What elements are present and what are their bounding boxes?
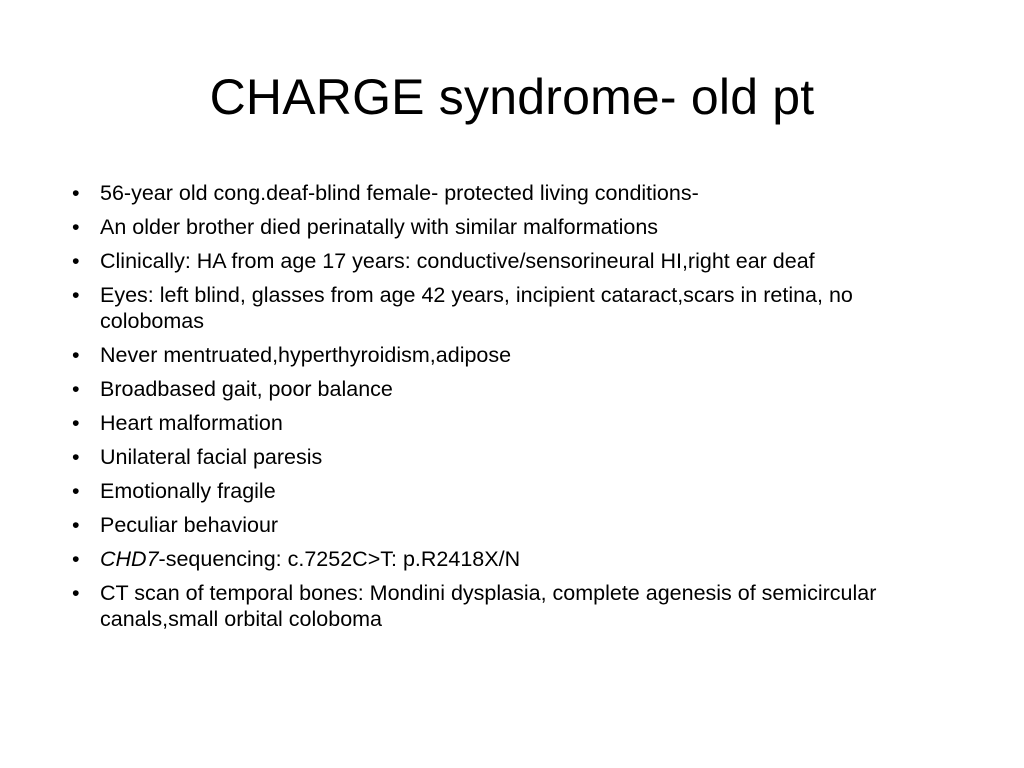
list-item [72,248,932,274]
slide-title: CHARGE syndrome- old pt [209,69,815,125]
bullet-icon: • [72,445,80,469]
bullet-icon: • [72,411,80,435]
sequencing-text: -sequencing: c.7252C>T: p.R2418X/N [158,547,521,571]
bullet-text: Eyes: left blind, glasses from age 42 years, incipient cataract,scars in retina, no colobomas [100,283,853,333]
list-item [72,376,932,402]
list-item [72,546,932,572]
list-item [72,478,932,504]
bullet-icon: • [72,283,80,307]
list-item [72,214,932,240]
bullet-icon: • [72,343,80,367]
list-item [72,580,932,632]
bullet-text: Never mentruated,hyperthyroidism,adipose [100,343,512,367]
bullet-text: Broadbased gait, poor balance [100,377,393,401]
bullet-text: Peculiar behaviour [100,513,279,537]
bullet-icon: • [72,581,80,605]
bullet-text: CT scan of temporal bones: Mondini dysplasia, complete agenesis of semicircular canals,small orbital coloboma [100,581,877,631]
list-item [72,444,932,470]
bullet-icon: • [72,513,80,537]
bullet-icon: • [72,249,80,273]
bullet-text: Unilateral facial paresis [100,445,323,469]
list-item [72,282,932,334]
bullet-text [100,547,520,571]
bullet-text: Clinically: HA from age 17 years: conductive/sensorineural HI,right ear deaf [100,249,815,273]
bullet-icon: • [72,181,80,205]
bullet-text: Emotionally fragile [100,479,276,503]
bullet-text: An older brother died perinatally with similar malformations [100,215,659,239]
bullet-text: Heart malformation [100,411,283,435]
bullet-text: 56-year old cong.deaf-blind female- protected living conditions- [100,181,699,205]
gene-name: CHD7 [100,547,159,571]
bullet-icon: • [72,547,80,571]
bullet-icon: • [72,215,80,239]
list-item [72,342,932,368]
list-item [72,512,932,538]
list-item [72,180,932,206]
bullet-icon: • [72,377,80,401]
bullet-list [72,180,932,640]
bullet-icon: • [72,479,80,503]
list-item [72,410,932,436]
